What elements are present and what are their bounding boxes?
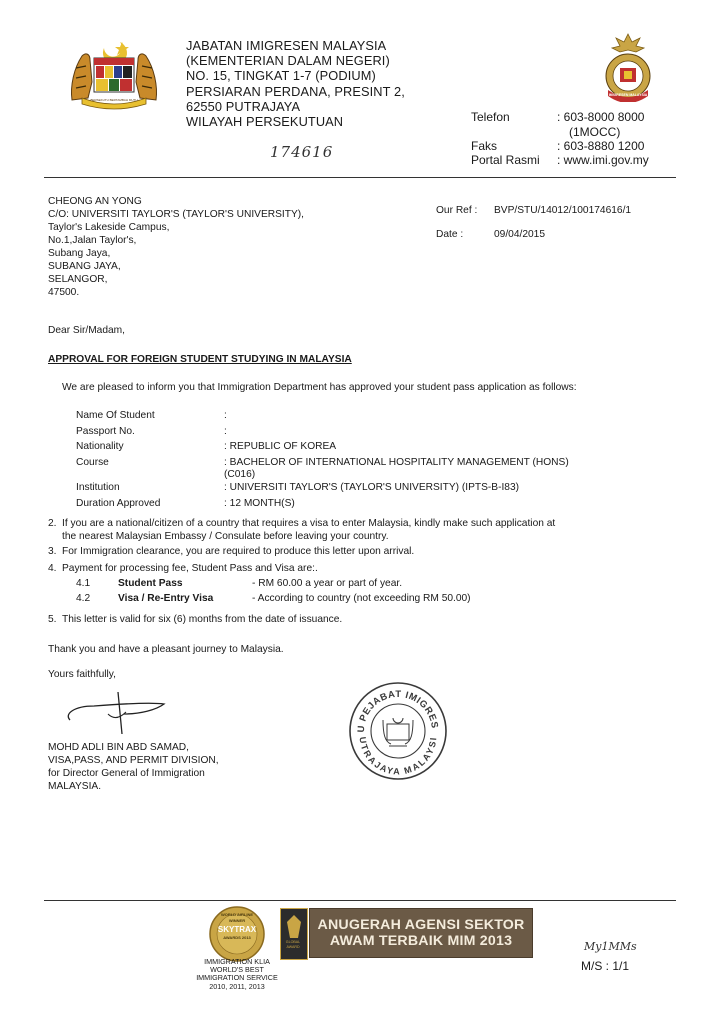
point-2-line: If you are a national/citizen of a country that requires a visa to enter Malaysia, kindly make such application at [62, 518, 556, 529]
award-banner-line-1: ANUGERAH AGENSI SEKTOR [317, 917, 525, 933]
detail-value: : UNIVERSITI TAYLOR'S (TAYLOR'S UNIVERSITY) (IPTS-B-I83) [224, 482, 520, 493]
global-award-text [280, 940, 306, 949]
coat-of-arms-motto: BERSEKUTU BERTAMBAH MUTU [90, 98, 138, 102]
skytrax-badge-text [208, 912, 266, 941]
addressee-line: Taylor's Lakeside Campus, [48, 222, 170, 233]
date-value: 09/04/2015 [494, 229, 545, 240]
addressee-line: CHEONG AN YONG [48, 196, 142, 207]
footer-divider [44, 900, 676, 901]
subject-line: APPROVAL FOR FOREIGN STUDENT STUDYING IN MALAYSIA [48, 354, 352, 365]
svg-text:IBU PEJABAT IMIGRESEN [347, 680, 440, 733]
fee-list [76, 577, 576, 607]
detail-value-continued: (C016) [224, 469, 256, 480]
signatory-line: MOHD ADLI BIN ABD SAMAD, [48, 742, 189, 753]
addressee-line: SUBANG JAYA, [48, 261, 121, 272]
reference-block [436, 204, 676, 244]
salutation: Dear Sir/Madam, [48, 325, 125, 336]
address-line: WILAYAH PERSEKUTUAN [186, 114, 344, 130]
klia-caption [180, 958, 294, 991]
address-line: PERSIARAN PERDANA, PRESINT 2, [186, 83, 405, 99]
addressee-line: SELANGOR, [48, 274, 108, 285]
detail-value: : BACHELOR OF INTERNATIONAL HOSPITALITY MANAGEMENT (HONS) [224, 457, 569, 468]
badge-line: AWARDS 2013 [223, 935, 251, 940]
caption-line: IMMIGRATION KLIA [204, 957, 270, 966]
telefon-value: : 603-8000 8000 [557, 110, 645, 124]
address-line: JABATAN IMIGRESEN MALAYSIA [186, 38, 387, 53]
fee-number: 4.1 [76, 578, 91, 589]
handwritten-initials: My1MMs [584, 940, 637, 953]
immigration-crest-caption: IMIGRESEN MALAYSIA [608, 93, 648, 97]
point-5-number: 5. [48, 614, 57, 625]
telefon-label: Telefon [471, 110, 510, 124]
agency-award-banner [309, 908, 533, 958]
header-divider [44, 177, 676, 178]
handwritten-file-number: 174616 [270, 143, 334, 161]
badge-line: SKYTRAX [217, 925, 257, 934]
faks-value: : 603-8880 1200 [557, 139, 645, 153]
official-stamp [347, 680, 449, 782]
fee-description: - According to country (not exceeding RM 50.00) [252, 593, 471, 604]
telefon-value-2: (1MOCC) [569, 124, 621, 139]
point-4-text: Payment for processing fee, Student Pass and Visa are:. [62, 563, 318, 574]
portal-label: Portal Rasmi [471, 153, 540, 167]
award-banner-line-2: AWAM TERBAIK MIM 2013 [329, 933, 513, 949]
fee-description: - RM 60.00 a year or part of year. [252, 578, 403, 589]
our-ref-label: Our Ref : [436, 205, 478, 216]
portal-value: : www.imi.gov.my [557, 153, 649, 167]
badge-line: WORLD AIRLINE [220, 912, 254, 917]
detail-label: Nationality [76, 441, 124, 452]
immigration-crest [594, 32, 662, 102]
fee-number: 4.2 [76, 593, 91, 604]
signatory-block [48, 741, 219, 793]
addressee-block [48, 195, 304, 299]
signatory-line: for Director General of Immigration [48, 768, 205, 779]
detail-label: Duration Approved [76, 498, 161, 509]
closing-thanks: Thank you and have a pleasant journey to Malaysia. [48, 644, 284, 655]
global-award-badge [280, 908, 308, 960]
fee-name: Visa / Re-Entry Visa [118, 593, 214, 604]
badge-line: GLOBAL [285, 940, 301, 944]
stamp-top-text: U PEJABAT IMIGRES [355, 688, 441, 733]
detail-label: Institution [76, 482, 120, 493]
detail-label: Passport No. [76, 425, 135, 437]
department-address [186, 38, 405, 129]
caption-line: 2010, 2011, 2013 [209, 981, 265, 991]
caption-line: IMMIGRATION SERVICE [196, 973, 278, 983]
addressee-line: C/O: UNIVERSITI TAYLOR'S (TAYLOR'S UNIVERSITY), [48, 209, 304, 220]
detail-value: : [224, 410, 227, 421]
detail-label: Course [76, 457, 109, 468]
point-2-text [62, 517, 555, 543]
addressee-line: 47500. [48, 287, 80, 298]
faks-label: Faks [471, 139, 498, 153]
address-line: (KEMENTERIAN DALAM NEGERI) [186, 53, 390, 69]
address-line: NO. 15, TINGKAT 1-7 (PODIUM) [186, 68, 376, 84]
point-2-number: 2. [48, 518, 57, 529]
signature [60, 684, 180, 740]
intro-paragraph: We are pleased to inform you that Immigration Department has approved your student pass application as follows: [62, 382, 577, 393]
caption-line: WORLD'S BEST [210, 965, 264, 975]
badge-line: WINNER [228, 918, 246, 923]
fee-name: Student Pass [118, 578, 183, 589]
page-number: M/S : 1/1 [581, 959, 630, 973]
student-details [76, 409, 636, 513]
our-ref-value: BVP/STU/14012/100174616/1 [494, 205, 632, 216]
detail-label: Name Of Student [76, 410, 155, 421]
point-3-number: 3. [48, 546, 57, 557]
point-4-number: 4. [48, 563, 57, 574]
stamp-bottom-text: UTRAJAYA MALAYSI [357, 736, 439, 777]
signatory-line: VISA,PASS, AND PERMIT DIVISION, [48, 755, 219, 766]
detail-value: : [224, 425, 227, 437]
addressee-line: No.1,Jalan Taylor's, [48, 235, 137, 246]
addressee-line: Subang Jaya, [48, 248, 111, 259]
point-5-text: This letter is valid for six (6) months from the date of issuance. [62, 614, 343, 625]
detail-value: : 12 MONTH(S) [224, 498, 295, 509]
badge-line: AWARD [286, 944, 300, 949]
date-label: Date : [436, 229, 464, 240]
closing-yours-faithfully: Yours faithfully, [48, 669, 116, 680]
point-2-line: the nearest Malaysian Embassy / Consulate before leaving your country. [62, 531, 389, 542]
contact-block [471, 110, 691, 172]
detail-value: : REPUBLIC OF KOREA [224, 441, 337, 452]
address-line: 62550 PUTRAJAYA [186, 98, 301, 114]
point-3-text: For Immigration clearance, you are required to produce this letter upon arrival. [62, 546, 415, 557]
signatory-line: MALAYSIA. [48, 781, 102, 792]
